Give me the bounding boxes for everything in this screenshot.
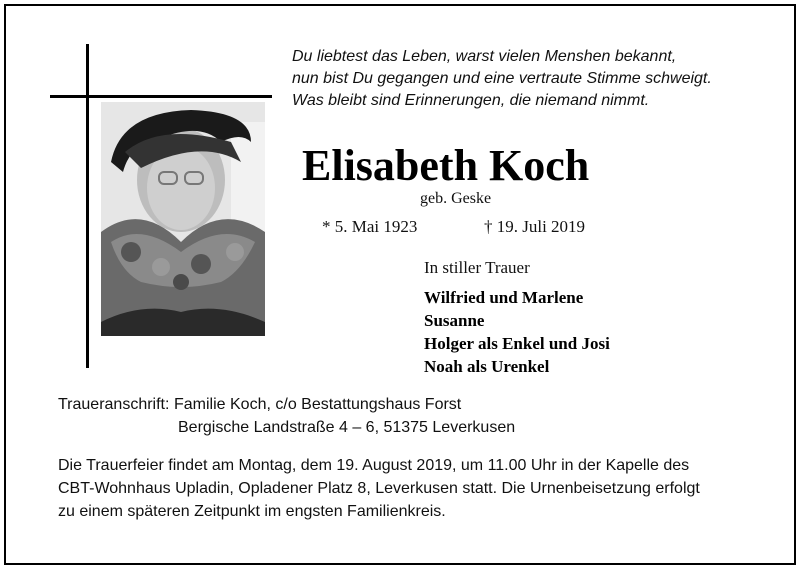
verse-block: [292, 46, 762, 112]
mourner-name: Noah als Urenkel: [424, 357, 550, 376]
cross-icon-horizontal: [50, 95, 272, 98]
death-date: † 19. Juli 2019: [484, 217, 586, 236]
address-line: Bergische Landstraße 4 – 6, 51375 Leverkusen: [178, 419, 516, 436]
mourners-list: [424, 286, 610, 378]
mourning-heading: In stiller Trauer: [424, 258, 530, 277]
portrait-photo: [101, 102, 265, 336]
mourner-name: Susanne: [424, 311, 485, 330]
mourner-name: Wilfried und Marlene: [424, 288, 584, 307]
birth-date: * 5. Mai 1923: [322, 217, 418, 236]
service-line: CBT-Wohnhaus Upladin, Opladener Platz 8, Leverkusen statt. Die Urnenbeisetzung erfolgt: [58, 480, 700, 497]
address-line: Familie Koch, c/o Bestattungshaus Forst: [174, 396, 462, 413]
service-line: zu einem späteren Zeitpunkt im engsten Familienkreis.: [58, 503, 446, 520]
service-info: [58, 454, 758, 523]
cross-icon-vertical: [86, 44, 89, 368]
verse-line: nun bist Du gegangen und eine vertraute Stimme schweigt.: [292, 70, 712, 87]
service-line: Die Trauerfeier findet am Montag, dem 19. August 2019, um 11.00 Uhr in der Kapelle des: [58, 457, 690, 474]
address-label: Traueranschrift:: [58, 396, 170, 413]
verse-line: Was bleibt sind Erinnerungen, die niemand nimmt.: [292, 92, 650, 109]
mourner-name: Holger als Enkel und Josi: [424, 334, 610, 353]
maiden-name: geb. Geske: [420, 190, 492, 207]
deceased-name: Elisabeth Koch: [302, 141, 590, 190]
verse-line: Du liebtest das Leben, warst vielen Menshen bekannt,: [292, 48, 677, 65]
